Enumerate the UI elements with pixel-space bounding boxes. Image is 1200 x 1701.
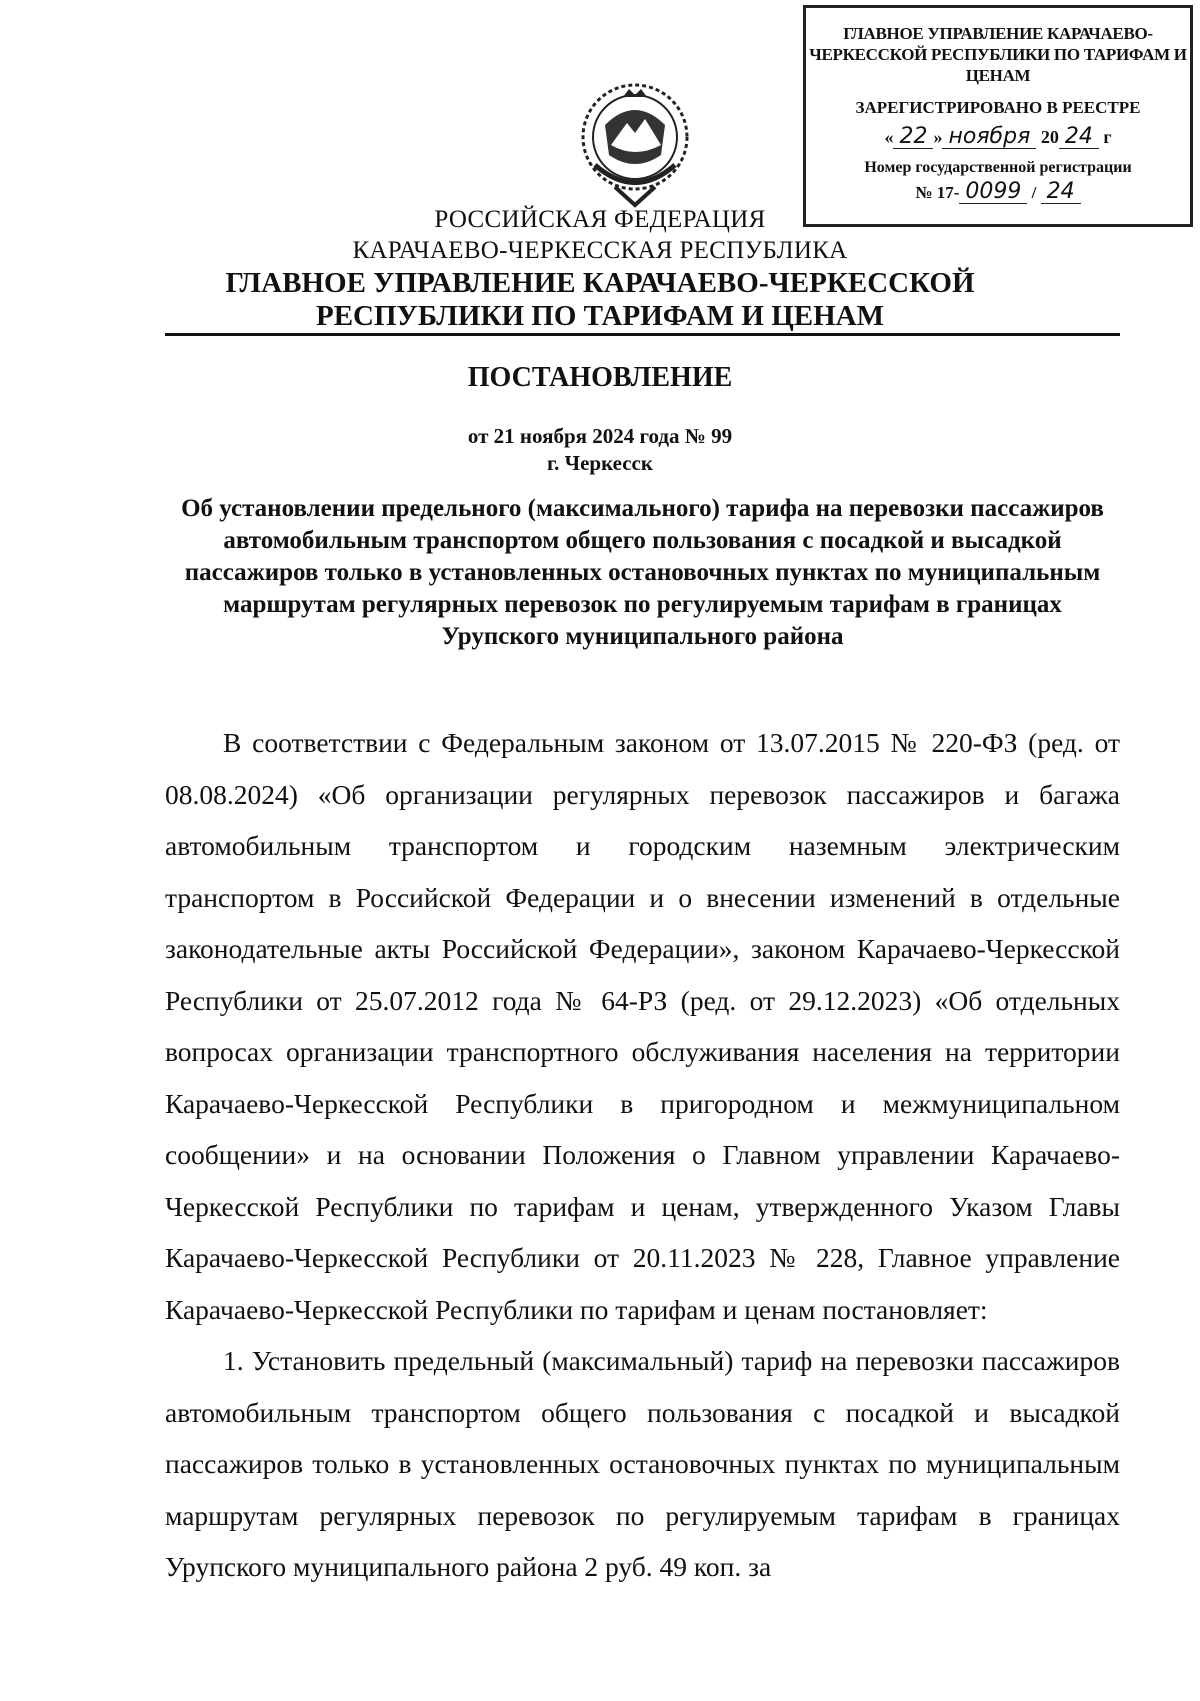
stamp-date-month: ноября <box>942 126 1036 149</box>
document-city: г. Черкесск <box>547 451 653 475</box>
header-authority-line1: ГЛАВНОЕ УПРАВЛЕНИЕ КАРАЧАЕВО-ЧЕРКЕССКОЙ <box>225 267 975 299</box>
registration-stamp <box>803 5 1193 227</box>
document-date-number: от 21 ноября 2024 года № 99 г. Черкесск <box>0 423 1200 477</box>
header-republic: КАРАЧАЕВО-ЧЕРКЕССКАЯ РЕСПУБЛИКА <box>352 237 848 264</box>
header-country: РОССИЙСКАЯ ФЕДЕРАЦИЯ <box>434 206 766 233</box>
stamp-reg-year: 24 <box>1041 181 1081 204</box>
document-body <box>165 717 1120 1593</box>
body-paragraph: 1. Установить предельный (максимальный) тариф на перевозки пассажиров автомобильным транспортом общего пользования с посадкой и высадкой пассажиров только в установленных остановочных пунктах по муниципальным маршрутам регулярных перевозок по регулируемым тарифам в границах Урупского муниципального района 2 руб. 49 коп. за <box>165 1345 1120 1582</box>
stamp-reg-number-label: Номер государственной регистрации <box>864 159 1132 176</box>
stamp-date: « 22 » ноября 20 24 г <box>884 124 1112 149</box>
stamp-date-year: 24 <box>1059 126 1099 149</box>
coat-of-arms-icon <box>575 75 695 215</box>
body-paragraph: В соответствии с Федеральным законом от 13.07.2015 № 220-ФЗ (ред. от 08.08.2024) «Об организации регулярных перевозок пассажиров и багажа автомобильным транспортом и городским наземным электрическим транспортом в Российской Федерации и о внесении изменений в отдельные законодательные акты Российской Федерации», законом Карачаево-Черкесской Республики от 25.07.2012 года № 64-РЗ (ред. от 29.12.2023) «Об отдельных вопросах организации транспортного обслуживания населения на территории Карачаево-Черкесской Республики в пригородном и межмуниципальном сообщении» и на основании Положения о Главном управлении Карачаево-Черкесской Республики по тарифам и ценам, утвержденного Указом Главы Карачаево-Черкесской Республики от 20.11.2023 № 228, Главное управление Карачаево-Черкесской Республики по тарифам и ценам постановляет: <box>165 727 1120 1325</box>
header-authority-line2: РЕСПУБЛИКИ ПО ТАРИФАМ И ЦЕНАМ <box>316 300 884 332</box>
document-title: ПОСТАНОВЛЕНИЕ <box>467 362 733 393</box>
stamp-organization: ГЛАВНОЕ УПРАВЛЕНИЕ КАРАЧАЕВО-ЧЕРКЕССКОЙ РЕСПУБЛИКИ ПО ТАРИФАМ И ЦЕНАМ <box>809 24 1187 85</box>
stamp-date-day: 22 <box>893 126 933 149</box>
stamp-reg-number: № 17- 0099 / 24 <box>806 181 1190 204</box>
document-subject: Об установлении предельного (максимального) тарифа на перевозки пассажиров автомобильным транспортом общего пользования с посадкой и высадкой пассажиров только в установленных остановочных пунктах по муниципальным маршрутам регулярных перевозок по регулируемым тарифам в границах Урупского муниципального района <box>181 495 1104 650</box>
stamp-reg-number-value: 0099 <box>959 181 1027 204</box>
stamp-registered-label: ЗАРЕГИСТРИРОВАНО В РЕЕСТРЕ <box>855 98 1141 117</box>
header-divider <box>165 333 1120 336</box>
